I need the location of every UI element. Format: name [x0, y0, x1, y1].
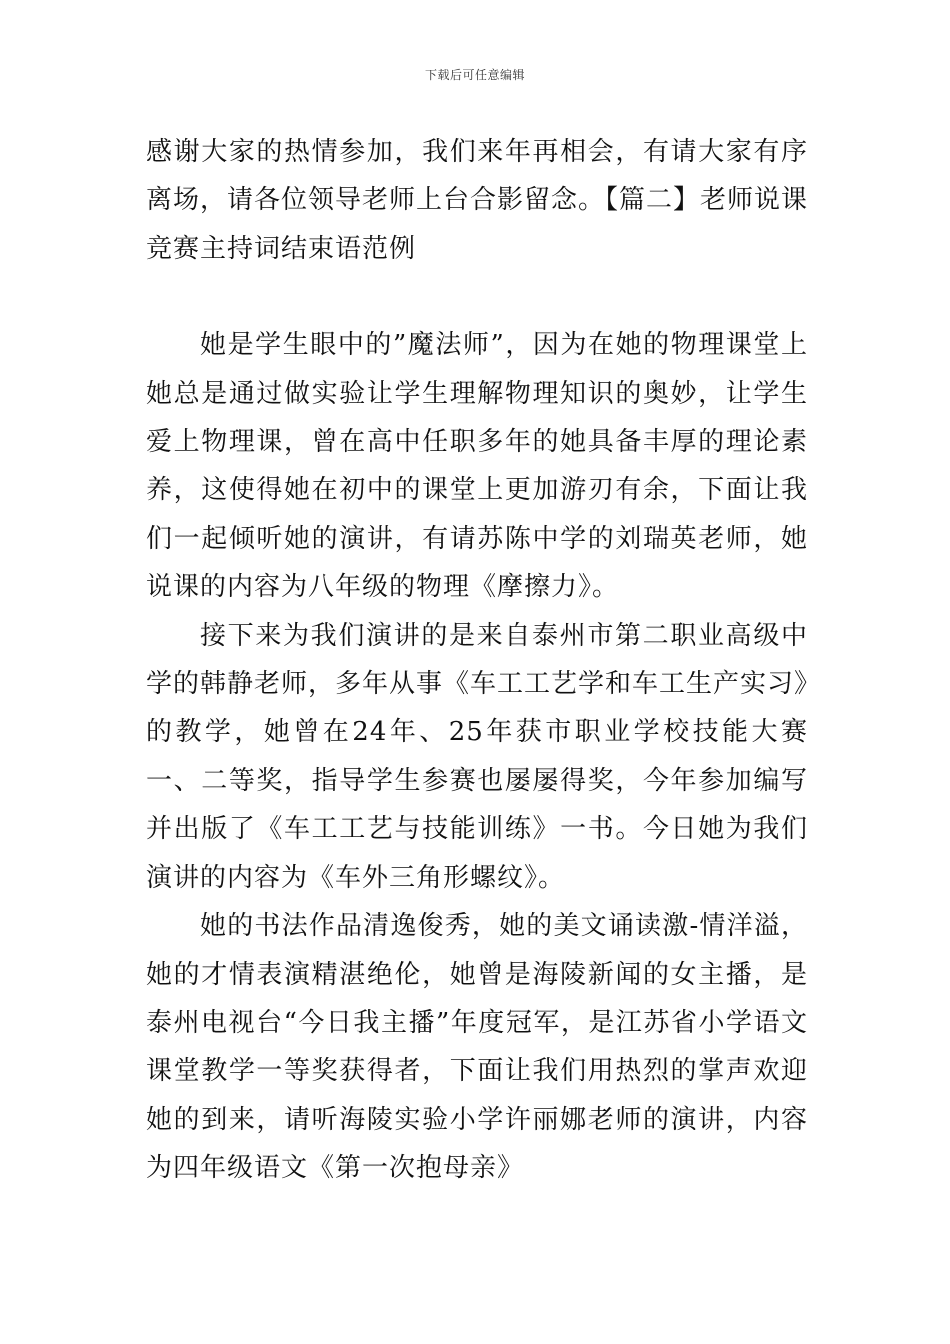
- paragraph-gap: [146, 273, 808, 321]
- document-body: [146, 128, 808, 1193]
- paragraph-liu-ruiying: 她是学生眼中的”魔法师”，因为在她的物理课堂上她总是通过做实验让学生理解物理知识的奥妙，让学生爱上物理课，曾在高中任职多年的她具备丰厚的理论素养，这使得她在初中的课堂上更加游刃有余，下面让我们一起倾听她的演讲，有请苏陈中学的刘瑞英老师，她说课的内容为八年级的物理《摩擦力》。: [146, 330, 808, 603]
- page-header-note: 下载后可任意编辑: [424, 68, 525, 82]
- paragraph-han-jing: 接下来为我们演讲的是来自泰州市第二职业高级中学的韩静老师，多年从事《车工工艺学和车工生产实习》的教学，她曾在24年、25年获市职业学校技能大赛一、二等奖，指导学生参赛也屡屡得奖，今年参加编写并出版了《车工工艺与技能训练》一书。今日她为我们演讲的内容为《车外三角形螺纹》。: [146, 620, 809, 893]
- paragraph-closing-remarks: 感谢大家的热情参加，我们来年再相会，有请大家有序离场，请各位领导老师上台合影留念。【篇二】老师说课竞赛主持词结束语范例: [146, 137, 809, 264]
- paragraph-xu-lina: 她的书法作品清逸俊秀，她的美文诵读激-情洋溢，她的才情表演精湛绝伦，她曾是海陵新闻的女主播，是泰州电视台“今日我主播”年度冠军，是江苏省小学语文课堂教学一等奖获得者，下面让我们用热烈的掌声欢迎她的到来，请听海陵实验小学许丽娜老师的演讲，内容为四年级语文《第一次抱母亲》: [146, 911, 808, 1184]
